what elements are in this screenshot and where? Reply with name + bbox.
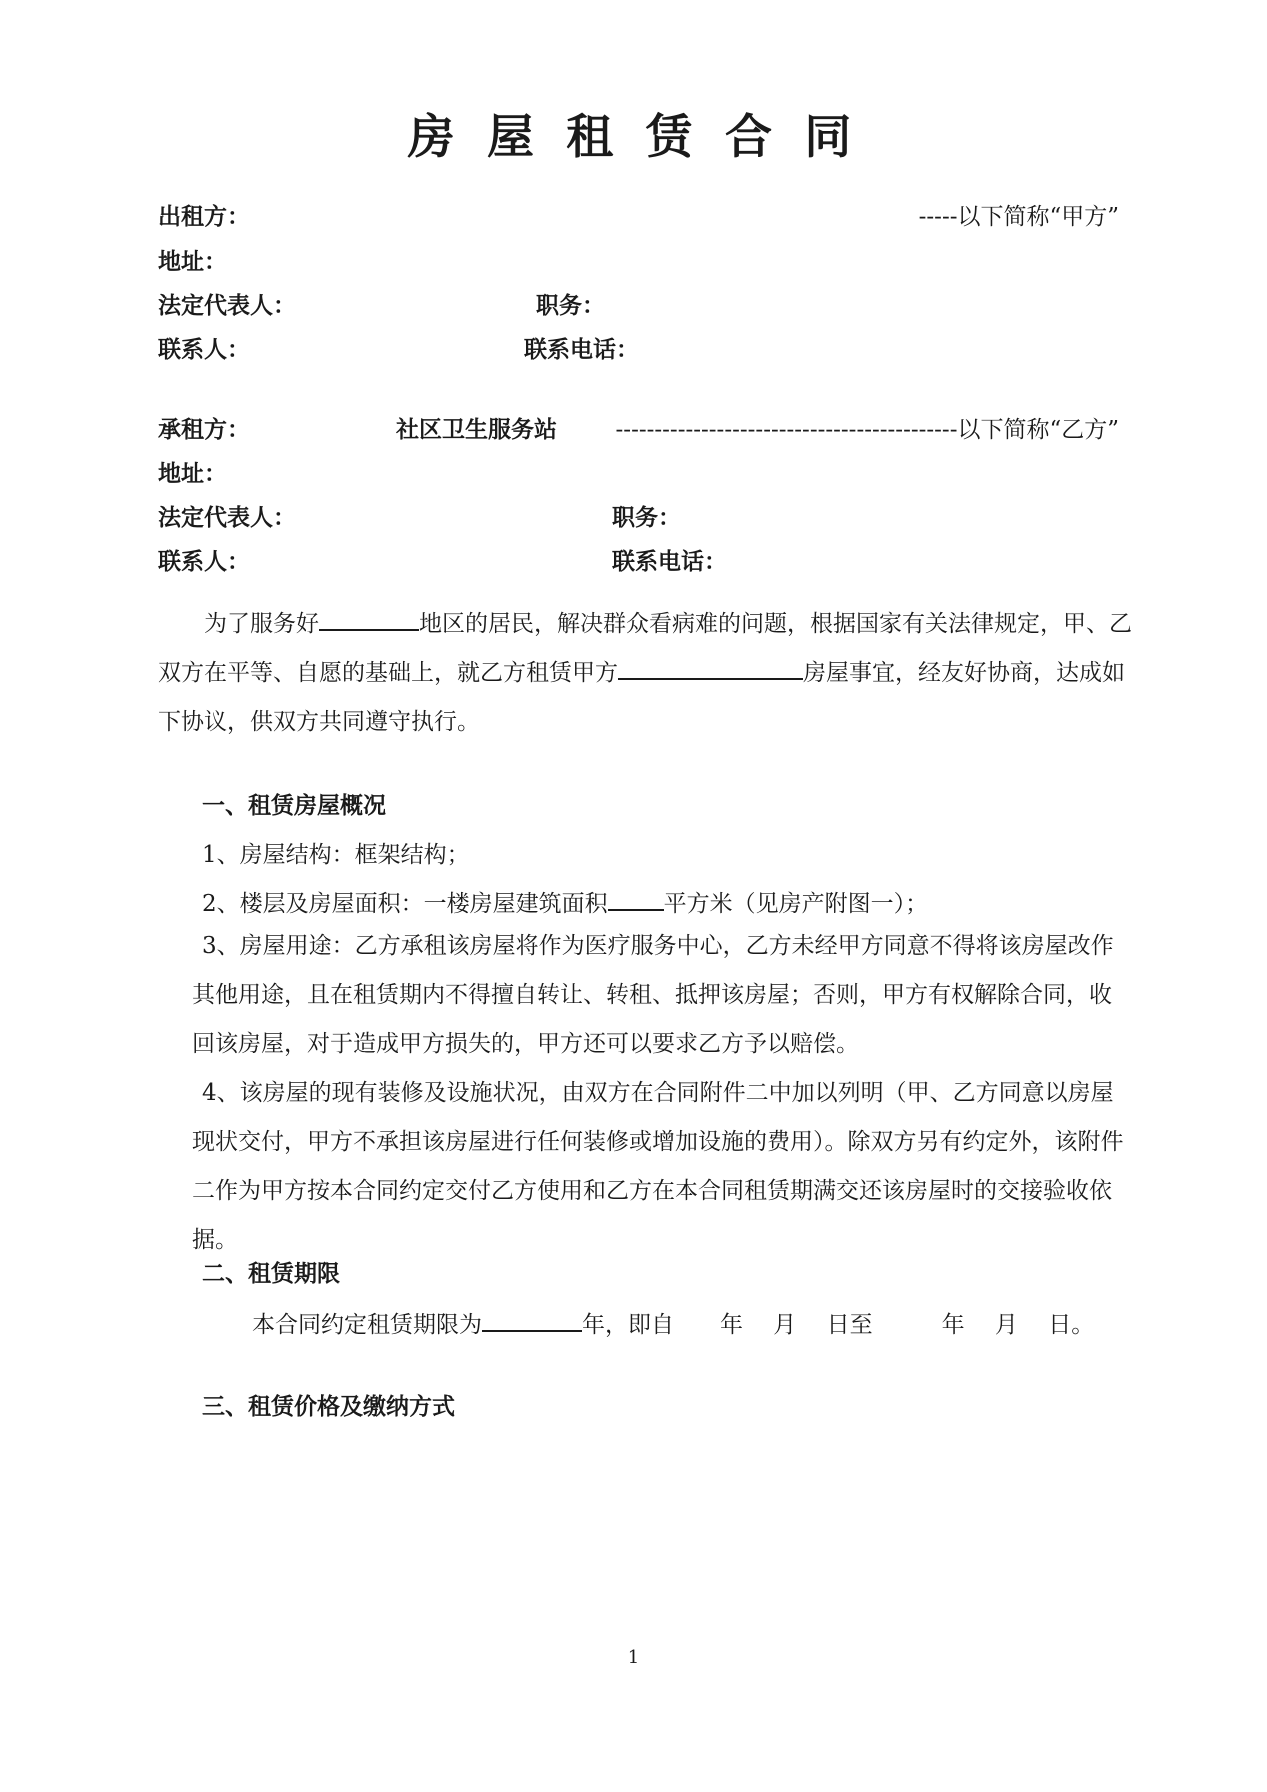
section1-heading: 一、租赁房屋概况 <box>202 792 386 819</box>
region-blank[interactable] <box>319 607 419 631</box>
preamble-text-2: 地区的居民，解决群众看病难的问题，根据国家有关法律规定，甲、乙双方在平等、自愿的基础上，就乙方租赁甲方 <box>158 611 1132 686</box>
lessee-address-label: 地址： <box>158 460 227 487</box>
lessor-contact-label: 联系人： <box>158 336 250 363</box>
lessor-position-label: 职务： <box>536 292 605 319</box>
premises-blank[interactable] <box>618 656 803 680</box>
lessor-label: 出租方： <box>158 203 250 230</box>
preamble-text-1: 为了服务好 <box>204 611 319 637</box>
section1-item1: 1、房屋结构：框架结构； <box>202 842 470 868</box>
lessee-name: 社区卫生服务站 <box>396 416 557 443</box>
lessor-short-name: -----以下简称“甲方” <box>918 204 1119 230</box>
lessor-legal-rep-label: 法定代表人： <box>158 292 296 319</box>
lessee-label: 承租方： <box>158 416 250 443</box>
term-blank[interactable] <box>482 1308 582 1332</box>
lessee-short-name: --------------------------------------------以下简称“乙方” <box>615 417 1119 443</box>
section2-heading: 二、租赁期限 <box>202 1260 340 1287</box>
lessee-contact-label: 联系人： <box>158 548 250 575</box>
section1-item4: 4、该房屋的现有装修及设施状况，由双方在合同附件二中加以列明（甲、乙方同意以房屋现状交付，甲方不承担该房屋进行任何装修或增加设施的费用）。除双方另有约定外，该附件二作为甲方按本合同约定交付乙方使用和乙方在本合同租赁期满交还该房屋时的交接验收依据。 <box>192 1080 1124 1253</box>
section2-text-a: 本合同约定租赁期限为 <box>252 1312 482 1338</box>
section1-item3: 3、房屋用途：乙方承租该房屋将作为医疗服务中心，乙方未经甲方同意不得将该房屋改作其他用途，且在租赁期内不得擅自转让、转租、抵押该房屋；否则，甲方有权解除合同，收回该房屋，对于造成甲方损失的，甲方还可以要求乙方予以赔偿。 <box>192 933 1114 1057</box>
section1-item2-text-b: 平方米（见房产附图一）； <box>663 891 929 917</box>
section1-item2 <box>202 885 928 918</box>
section2-text-b: 年，即自 年 月 日至 年 月 日。 <box>582 1312 1095 1338</box>
lessee-position-label: 职务： <box>612 504 681 531</box>
page-number: 1 <box>627 1647 640 1668</box>
lessor-address-label: 地址： <box>158 248 227 275</box>
section3-heading: 三、租赁价格及缴纳方式 <box>202 1393 455 1420</box>
section1-item2-text-a: 2、楼层及房屋面积：一楼房屋建筑面积 <box>202 891 608 917</box>
area-blank[interactable] <box>608 887 664 911</box>
lessor-phone-label: 联系电话： <box>524 336 639 363</box>
page-title: 房 屋 租 赁 合 同 <box>407 110 860 165</box>
preamble-text-3: 房屋事宜，经友好协商，达成如下协议，供双方共同遵守执行。 <box>158 660 1125 735</box>
lessee-legal-rep-label: 法定代表人： <box>158 504 296 531</box>
preamble-paragraph <box>158 600 1143 747</box>
lessee-phone-label: 联系电话： <box>612 548 727 575</box>
section2-text <box>252 1306 1094 1339</box>
